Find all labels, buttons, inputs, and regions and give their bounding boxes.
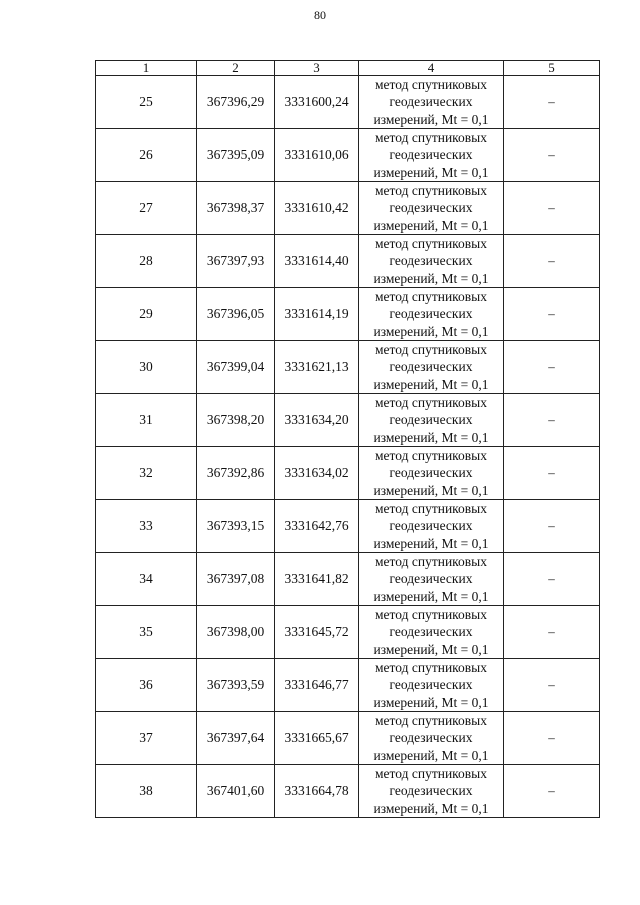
note-cell: – bbox=[504, 659, 600, 712]
y-coordinate-cell: 3331600,24 bbox=[275, 76, 359, 129]
table-row bbox=[96, 447, 600, 500]
method-text-line: метод спутниковых bbox=[375, 342, 487, 358]
table-row bbox=[96, 129, 600, 182]
note-cell: – bbox=[504, 235, 600, 288]
point-number-cell: 31 bbox=[96, 394, 197, 447]
point-number-cell: 29 bbox=[96, 288, 197, 341]
point-number-cell: 36 bbox=[96, 659, 197, 712]
method-text-line: измерений, Mt = 0,1 bbox=[373, 747, 489, 763]
y-coordinate-cell: 3331665,67 bbox=[275, 712, 359, 765]
x-coordinate-cell: 367397,93 bbox=[197, 235, 275, 288]
x-coordinate-cell: 367397,64 bbox=[197, 712, 275, 765]
method-text-line: геодезических bbox=[389, 412, 473, 428]
note-cell: – bbox=[504, 447, 600, 500]
note-cell: – bbox=[504, 394, 600, 447]
y-coordinate-cell: 3331614,19 bbox=[275, 288, 359, 341]
point-number-cell: 35 bbox=[96, 606, 197, 659]
method-text-line: геодезических bbox=[389, 571, 473, 587]
point-number-cell: 32 bbox=[96, 447, 197, 500]
y-coordinate-cell: 3331642,76 bbox=[275, 500, 359, 553]
point-number-cell: 28 bbox=[96, 235, 197, 288]
method-cell bbox=[359, 288, 504, 341]
column-header-5: 5 bbox=[504, 61, 600, 76]
method-text-line: измерений, Mt = 0,1 bbox=[373, 641, 489, 657]
method-text-line: измерений, Mt = 0,1 bbox=[373, 270, 489, 286]
point-number-cell: 38 bbox=[96, 765, 197, 818]
table-row bbox=[96, 288, 600, 341]
method-cell bbox=[359, 341, 504, 394]
x-coordinate-cell: 367395,09 bbox=[197, 129, 275, 182]
y-coordinate-cell: 3331646,77 bbox=[275, 659, 359, 712]
point-number-cell: 25 bbox=[96, 76, 197, 129]
method-cell bbox=[359, 765, 504, 818]
x-coordinate-cell: 367393,59 bbox=[197, 659, 275, 712]
method-text-line: метод спутниковых bbox=[375, 289, 487, 305]
method-text-line: метод спутниковых bbox=[375, 395, 487, 411]
method-text-line: измерений, Mt = 0,1 bbox=[373, 588, 489, 604]
method-text-line: метод спутниковых bbox=[375, 130, 487, 146]
point-number-cell: 33 bbox=[96, 500, 197, 553]
method-text-line: измерений, Mt = 0,1 bbox=[373, 111, 489, 127]
method-text-line: измерений, Mt = 0,1 bbox=[373, 323, 489, 339]
y-coordinate-cell: 3331610,42 bbox=[275, 182, 359, 235]
column-header-1: 1 bbox=[96, 61, 197, 76]
note-cell: – bbox=[504, 182, 600, 235]
table-row bbox=[96, 500, 600, 553]
column-header-2: 2 bbox=[197, 61, 275, 76]
method-text-line: геодезических bbox=[389, 518, 473, 534]
method-cell bbox=[359, 712, 504, 765]
table-row bbox=[96, 765, 600, 818]
note-cell: – bbox=[504, 76, 600, 129]
table-row bbox=[96, 659, 600, 712]
table-row bbox=[96, 235, 600, 288]
point-number-cell: 34 bbox=[96, 553, 197, 606]
method-text-line: измерений, Mt = 0,1 bbox=[373, 535, 489, 551]
method-text-line: измерений, Mt = 0,1 bbox=[373, 694, 489, 710]
method-cell bbox=[359, 659, 504, 712]
method-text-line: геодезических bbox=[389, 253, 473, 269]
method-cell bbox=[359, 182, 504, 235]
y-coordinate-cell: 3331610,06 bbox=[275, 129, 359, 182]
method-text-line: геодезических bbox=[389, 147, 473, 163]
method-text-line: метод спутниковых bbox=[375, 660, 487, 676]
y-coordinate-cell: 3331664,78 bbox=[275, 765, 359, 818]
method-cell bbox=[359, 129, 504, 182]
x-coordinate-cell: 367393,15 bbox=[197, 500, 275, 553]
method-text-line: геодезических bbox=[389, 200, 473, 216]
method-text-line: метод спутниковых bbox=[375, 183, 487, 199]
x-coordinate-cell: 367398,20 bbox=[197, 394, 275, 447]
method-text-line: измерений, Mt = 0,1 bbox=[373, 376, 489, 392]
method-text-line: геодезических bbox=[389, 783, 473, 799]
table-row bbox=[96, 606, 600, 659]
point-number-cell: 26 bbox=[96, 129, 197, 182]
x-coordinate-cell: 367396,29 bbox=[197, 76, 275, 129]
note-cell: – bbox=[504, 500, 600, 553]
method-text-line: геодезических bbox=[389, 306, 473, 322]
y-coordinate-cell: 3331645,72 bbox=[275, 606, 359, 659]
method-text-line: геодезических bbox=[389, 730, 473, 746]
x-coordinate-cell: 367397,08 bbox=[197, 553, 275, 606]
y-coordinate-cell: 3331641,82 bbox=[275, 553, 359, 606]
page-number: 80 bbox=[314, 8, 326, 22]
method-text-line: метод спутниковых bbox=[375, 236, 487, 252]
column-header-4: 4 bbox=[359, 61, 504, 76]
point-number-cell: 27 bbox=[96, 182, 197, 235]
y-coordinate-cell: 3331634,02 bbox=[275, 447, 359, 500]
note-cell: – bbox=[504, 288, 600, 341]
x-coordinate-cell: 367392,86 bbox=[197, 447, 275, 500]
table-row bbox=[96, 341, 600, 394]
method-text-line: геодезических bbox=[389, 359, 473, 375]
note-cell: – bbox=[504, 553, 600, 606]
method-text-line: измерений, Mt = 0,1 bbox=[373, 800, 489, 816]
table-header-row bbox=[96, 61, 600, 76]
note-cell: – bbox=[504, 765, 600, 818]
method-cell bbox=[359, 394, 504, 447]
method-cell bbox=[359, 235, 504, 288]
method-text-line: геодезических bbox=[389, 624, 473, 640]
method-text-line: измерений, Mt = 0,1 bbox=[373, 164, 489, 180]
method-text-line: геодезических bbox=[389, 94, 473, 110]
x-coordinate-cell: 367398,00 bbox=[197, 606, 275, 659]
method-text-line: измерений, Mt = 0,1 bbox=[373, 429, 489, 445]
method-text-line: геодезических bbox=[389, 677, 473, 693]
coordinates-table bbox=[95, 60, 600, 818]
table-row bbox=[96, 712, 600, 765]
method-text-line: метод спутниковых bbox=[375, 766, 487, 782]
method-text-line: измерений, Mt = 0,1 bbox=[373, 217, 489, 233]
method-cell bbox=[359, 447, 504, 500]
note-cell: – bbox=[504, 129, 600, 182]
y-coordinate-cell: 3331621,13 bbox=[275, 341, 359, 394]
x-coordinate-cell: 367399,04 bbox=[197, 341, 275, 394]
method-cell bbox=[359, 76, 504, 129]
table-row bbox=[96, 553, 600, 606]
note-cell: – bbox=[504, 606, 600, 659]
note-cell: – bbox=[504, 712, 600, 765]
column-header-3: 3 bbox=[275, 61, 359, 76]
y-coordinate-cell: 3331614,40 bbox=[275, 235, 359, 288]
method-text-line: метод спутниковых bbox=[375, 77, 487, 93]
note-cell: – bbox=[504, 341, 600, 394]
x-coordinate-cell: 367396,05 bbox=[197, 288, 275, 341]
method-text-line: геодезических bbox=[389, 465, 473, 481]
table-row bbox=[96, 394, 600, 447]
y-coordinate-cell: 3331634,20 bbox=[275, 394, 359, 447]
method-text-line: метод спутниковых bbox=[375, 607, 487, 623]
method-text-line: метод спутниковых bbox=[375, 448, 487, 464]
method-text-line: метод спутниковых bbox=[375, 713, 487, 729]
method-cell bbox=[359, 553, 504, 606]
table-row bbox=[96, 182, 600, 235]
x-coordinate-cell: 367401,60 bbox=[197, 765, 275, 818]
point-number-cell: 37 bbox=[96, 712, 197, 765]
x-coordinate-cell: 367398,37 bbox=[197, 182, 275, 235]
method-cell bbox=[359, 500, 504, 553]
method-cell bbox=[359, 606, 504, 659]
method-text-line: метод спутниковых bbox=[375, 554, 487, 570]
point-number-cell: 30 bbox=[96, 341, 197, 394]
method-text-line: метод спутниковых bbox=[375, 501, 487, 517]
table-row bbox=[96, 76, 600, 129]
method-text-line: измерений, Mt = 0,1 bbox=[373, 482, 489, 498]
table-body bbox=[96, 76, 600, 818]
